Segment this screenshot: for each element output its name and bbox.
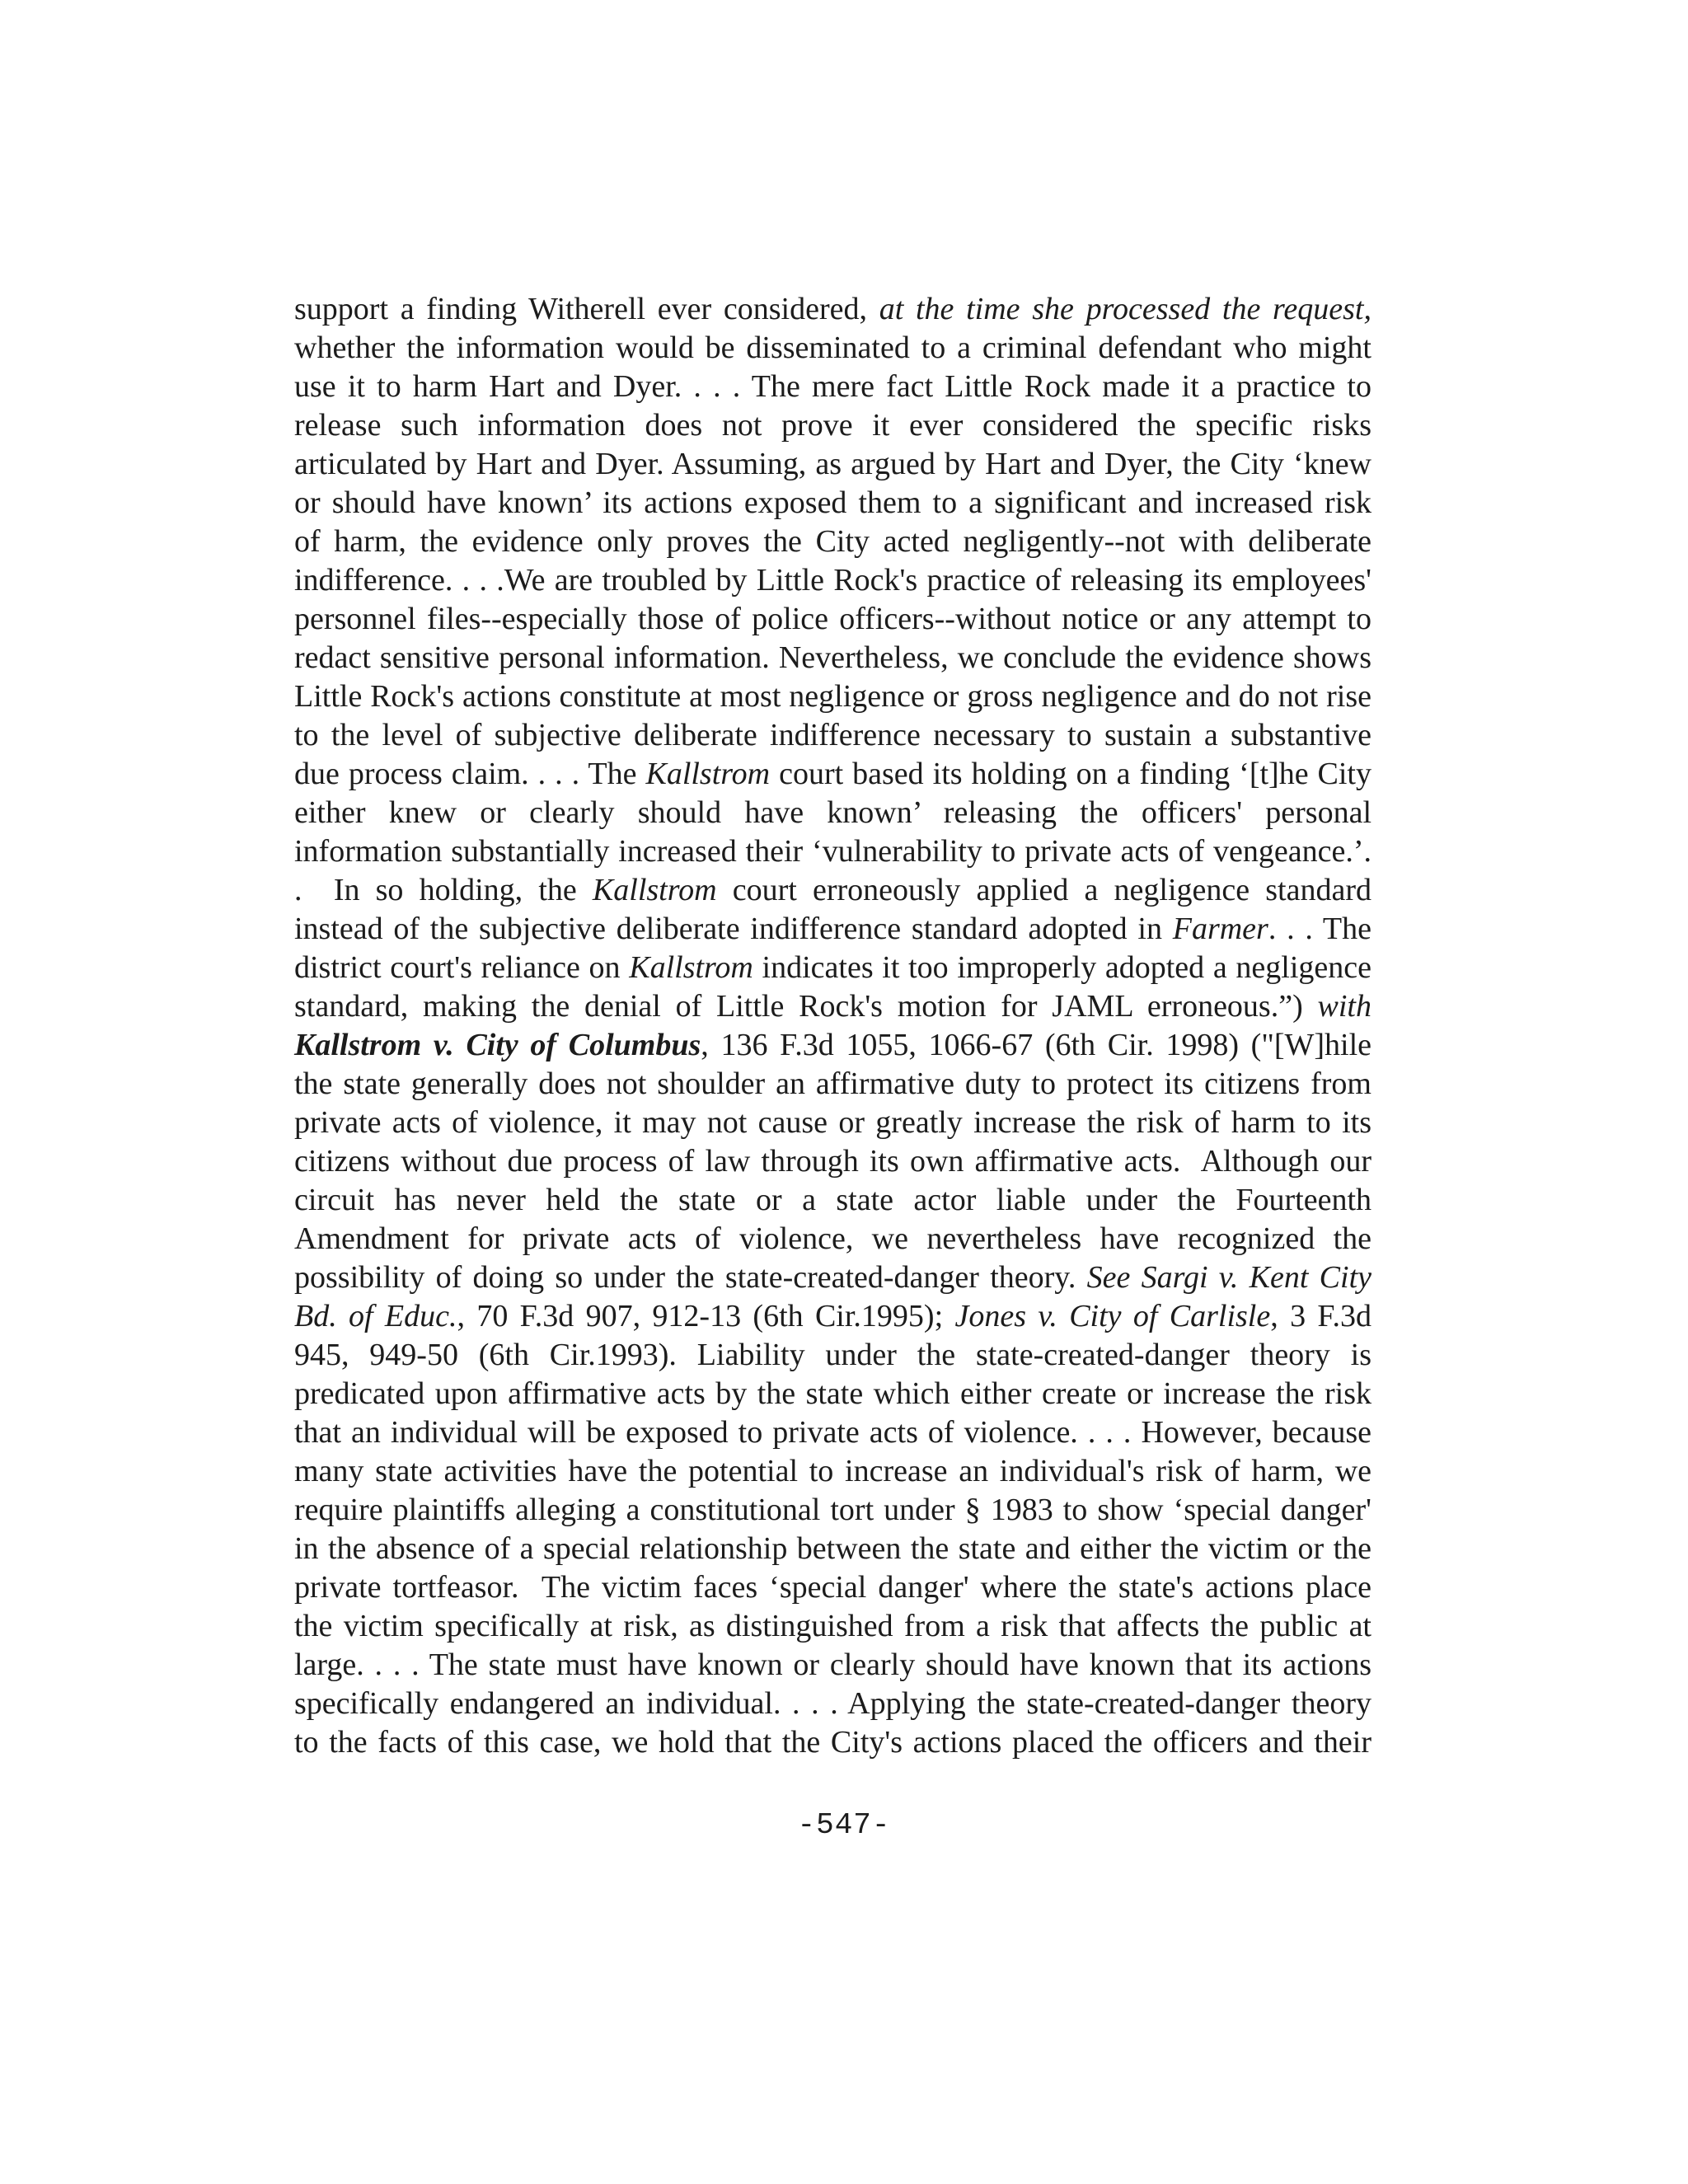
text-line (294, 1452, 1372, 1491)
text-run: , 3 F.3d (1270, 1299, 1372, 1333)
page-number: -547- (797, 1808, 891, 1842)
text-run: citizens without due process of law through its own affirmative acts. Although our (294, 1144, 1372, 1179)
text-run: either knew or clearly should have known’ releasing the officers' personal (294, 795, 1372, 830)
text-line (294, 329, 1372, 368)
text-line (294, 406, 1372, 445)
italic-text: Kallstrom (629, 950, 753, 985)
text-run: , 70 F.3d 907, 912-13 (6th Cir.1995); (457, 1299, 955, 1333)
text-run: 945, 949-50 (6th Cir.1993). Liability under the state-created-danger theory is (294, 1338, 1372, 1372)
text-line (294, 949, 1372, 987)
text-run: , 136 F.3d 1055, 1066-67 (6th Cir. 1998) ("[W]hile (701, 1028, 1372, 1062)
text-line (294, 445, 1372, 484)
text-line (294, 1181, 1372, 1220)
text-run: Little Rock's actions constitute at most negligence or gross negligence and do not rise (294, 679, 1372, 714)
text-run: that an individual will be exposed to private acts of violence. . . . However, because (294, 1415, 1372, 1450)
text-line (294, 1104, 1372, 1142)
text-run: indifference. . . .We are troubled by Little Rock's practice of releasing its employees' (294, 563, 1372, 598)
text-run: articulated by Hart and Dyer. Assuming, as argued by Hart and Dyer, the City ‘knew (294, 447, 1372, 481)
text-run: whether the information would be disseminated to a criminal defendant who might (294, 330, 1372, 365)
text-line (294, 1065, 1372, 1104)
text-line (294, 523, 1372, 561)
italic-text: Kallstrom (645, 757, 771, 791)
text-run: support a finding Witherell ever considered, (294, 292, 879, 326)
italic-text: Farmer (1172, 912, 1268, 946)
text-line (294, 910, 1372, 949)
text-line (294, 1297, 1372, 1336)
text-line (294, 716, 1372, 755)
case-name-bold-italic: Kallstrom v. City of Columbus (294, 1028, 701, 1062)
italic-text: See Sargi v. Kent City (1086, 1260, 1372, 1295)
text-line (294, 1375, 1372, 1413)
text-run: court based its holding on a finding ‘[t]he City (770, 757, 1372, 791)
text-run: court erroneously applied a negligence standard (716, 873, 1372, 907)
text-run: use it to harm Hart and Dyer. . . . The mere fact Little Rock made it a practice to (294, 369, 1372, 404)
text-run: private acts of violence, it may not cause or greatly increase the risk of harm to its (294, 1105, 1372, 1140)
text-line (294, 1142, 1372, 1181)
text-line (294, 1336, 1372, 1375)
text-run: of harm, the evidence only proves the City acted negligently--not with deliberate (294, 524, 1372, 559)
body-text (294, 290, 1372, 1762)
text-line (294, 639, 1372, 677)
text-line (294, 561, 1372, 600)
italic-text: Kallstrom (592, 873, 717, 907)
text-run: due process claim. . . . The (294, 757, 646, 791)
text-run: Amendment for private acts of violence, we nevertheless have recognized the (294, 1221, 1372, 1256)
text-line (294, 484, 1372, 523)
text-run: require plaintiffs alleging a constitutional tort under § 1983 to show ‘special danger' (294, 1493, 1372, 1527)
text-line (294, 1530, 1372, 1568)
text-line (294, 677, 1372, 716)
italic-text: Bd. of Educ. (294, 1299, 457, 1333)
text-line (294, 832, 1372, 871)
text-run: district court's reliance on (294, 950, 630, 985)
italic-text: at the time she processed the request, (879, 292, 1372, 326)
text-line (294, 1607, 1372, 1646)
text-run: indicates it too improperly adopted a negligence (753, 950, 1372, 985)
text-run: . . . The (1268, 912, 1372, 946)
text-run: in the absence of a special relationship between the state and either the victim or the (294, 1531, 1372, 1566)
text-run: large. . . . The state must have known or clearly should have known that its actions (294, 1647, 1372, 1682)
text-line (294, 368, 1372, 406)
text-line (294, 755, 1372, 794)
text-line (294, 1413, 1372, 1452)
text-run: circuit has never held the state or a state actor liable under the Fourteenth (294, 1183, 1372, 1217)
text-line (294, 871, 1372, 910)
text-run: private tortfeasor. The victim faces ‘special danger' where the state's actions place (294, 1570, 1372, 1605)
text-line (294, 1491, 1372, 1530)
text-run: the victim specifically at risk, as distinguished from a risk that affects the public at (294, 1609, 1372, 1643)
text-run: many state activities have the potential to increase an individual's risk of harm, we (294, 1454, 1372, 1488)
text-line (294, 1723, 1372, 1762)
text-run: possibility of doing so under the state-created-danger theory. (294, 1260, 1087, 1295)
text-line (294, 1220, 1372, 1258)
text-line (294, 1685, 1372, 1723)
text-run: to the facts of this case, we hold that the City's actions placed the officers and their (294, 1725, 1372, 1760)
text-run: specifically endangered an individual. . . . Applying the state-created-danger theory (294, 1686, 1372, 1721)
text-run: redact sensitive personal information. Nevertheless, we conclude the evidence shows (294, 640, 1372, 675)
italic-text: Jones v. City of Carlisle (954, 1299, 1271, 1333)
text-run: predicated upon affirmative acts by the state which either create or increase the risk (294, 1376, 1372, 1411)
text-line (294, 1568, 1372, 1607)
text-run: instead of the subjective deliberate indifference standard adopted in (294, 912, 1173, 946)
text-line (294, 1026, 1372, 1065)
text-line (294, 794, 1372, 832)
text-run: information substantially increased their ‘vulnerability to private acts of vengeance.’. (294, 834, 1372, 869)
text-run: the state generally does not shoulder an affirmative duty to protect its citizens from (294, 1066, 1372, 1101)
text-run: . In so holding, the (294, 873, 593, 907)
text-line (294, 987, 1372, 1026)
text-run: personnel files--especially those of police officers--without notice or any attempt to (294, 602, 1372, 636)
italic-text: with (1317, 989, 1372, 1024)
text-run: or should have known’ its actions exposed them to a significant and increased risk (294, 485, 1372, 520)
text-run: release such information does not prove it ever considered the specific risks (294, 408, 1372, 443)
text-line (294, 290, 1372, 329)
text-run: standard, making the denial of Little Rock's motion for JAML erroneous.”) (294, 989, 1318, 1024)
text-run: to the level of subjective deliberate indifference necessary to sustain a substantive (294, 718, 1372, 752)
text-line (294, 1646, 1372, 1685)
text-line (294, 600, 1372, 639)
text-line (294, 1258, 1372, 1297)
